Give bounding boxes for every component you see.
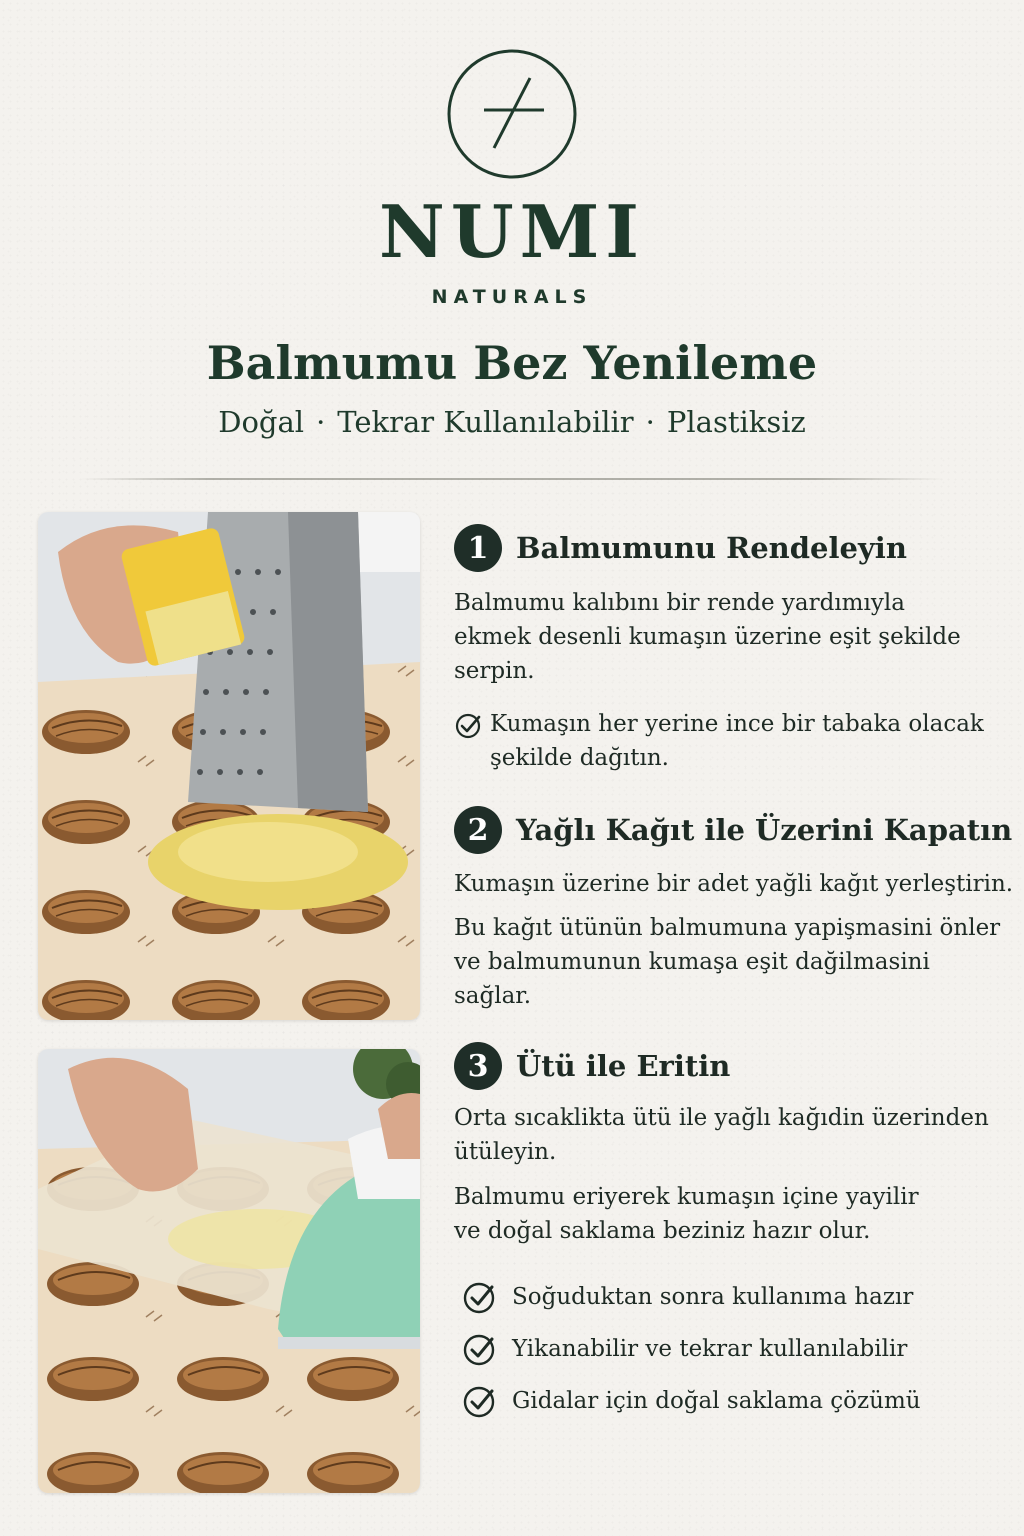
benefit-item bbox=[462, 1280, 1022, 1316]
check-circle-icon bbox=[462, 1280, 498, 1316]
text-line: ekmek desenli kumaşın üzerine eşit şekilde bbox=[454, 624, 961, 650]
grating-beeswax-photo bbox=[38, 512, 420, 1020]
step-3-note bbox=[454, 1180, 1014, 1248]
brand-subtitle: NATURALS bbox=[431, 286, 593, 308]
benefit-text: Soğuduktan sonra kullanıma hazır bbox=[512, 1284, 914, 1310]
benefit-text: Yikanabilir ve tekrar kullanılabilir bbox=[512, 1336, 908, 1362]
text-line: ve doğal saklama beziniz hazır olur. bbox=[454, 1218, 871, 1244]
tagline-separator: · bbox=[316, 405, 326, 439]
text-line: ve balmumunun kumaşa eşit dağilmasini sağlar. bbox=[454, 949, 930, 1009]
check-circle-icon bbox=[462, 1332, 498, 1368]
step-2-note bbox=[454, 911, 1014, 1013]
step-2 bbox=[454, 808, 1014, 852]
text-line: şekilde dağıtın. bbox=[490, 745, 669, 771]
benefit-text: Gidalar için doğal saklama çözümü bbox=[512, 1388, 921, 1414]
step-2-description bbox=[454, 867, 1014, 901]
text-line: Orta sıcaklikta ütü ile yağlı kağıdin üzerinden bbox=[454, 1105, 989, 1131]
tagline bbox=[0, 404, 1024, 442]
brand-name: NUMI bbox=[379, 189, 645, 274]
check-circle-icon bbox=[454, 711, 484, 741]
text-line: serpin. bbox=[454, 658, 535, 684]
check-circle-icon bbox=[462, 1384, 498, 1420]
benefit-list bbox=[462, 1280, 1022, 1420]
step-title: Yağlı Kağıt ile Üzerini Kapatın bbox=[516, 813, 1013, 847]
step-3-description bbox=[454, 1101, 1014, 1169]
text-line: ütüleyin. bbox=[454, 1139, 557, 1165]
step-3 bbox=[454, 1044, 1014, 1088]
tagline-separator: · bbox=[645, 405, 655, 439]
step-1-check bbox=[454, 707, 1014, 775]
text-line: Balmumu eriyerek kumaşın içine yayilir bbox=[454, 1184, 919, 1210]
step-number-badge: 3 bbox=[454, 1042, 502, 1090]
benefit-item bbox=[462, 1332, 1022, 1368]
step-number-badge: 1 bbox=[454, 524, 502, 572]
text-line: Bu kağıt ütünün balmumuna yapişmasini önler bbox=[454, 915, 1001, 941]
step-1-description bbox=[454, 586, 1014, 688]
ironing-parchment-photo bbox=[38, 1049, 420, 1493]
page-title: Balmumu Bez Yenileme bbox=[206, 336, 818, 390]
tagline-item: Doğal bbox=[218, 405, 305, 439]
step-title: Balmumunu Rendeleyin bbox=[516, 531, 907, 565]
logo-mark-icon bbox=[446, 48, 578, 180]
step-title: Ütü ile Eritin bbox=[516, 1049, 731, 1083]
step-number-badge: 2 bbox=[454, 806, 502, 854]
benefit-item bbox=[462, 1384, 1022, 1420]
divider bbox=[80, 478, 944, 480]
tagline-item: Tekrar Kullanılabilir bbox=[337, 405, 634, 439]
text-line: Balmumu kalıbını bir rende yardımıyla bbox=[454, 590, 905, 616]
text-line: Kumaşın her yerine ince bir tabaka olacak bbox=[490, 711, 984, 737]
step-1 bbox=[454, 526, 1014, 570]
tagline-item: Plastiksiz bbox=[666, 405, 806, 439]
text-line: Kumaşın üzerine bir adet yağli kağıt yerleştirin. bbox=[454, 871, 1014, 897]
